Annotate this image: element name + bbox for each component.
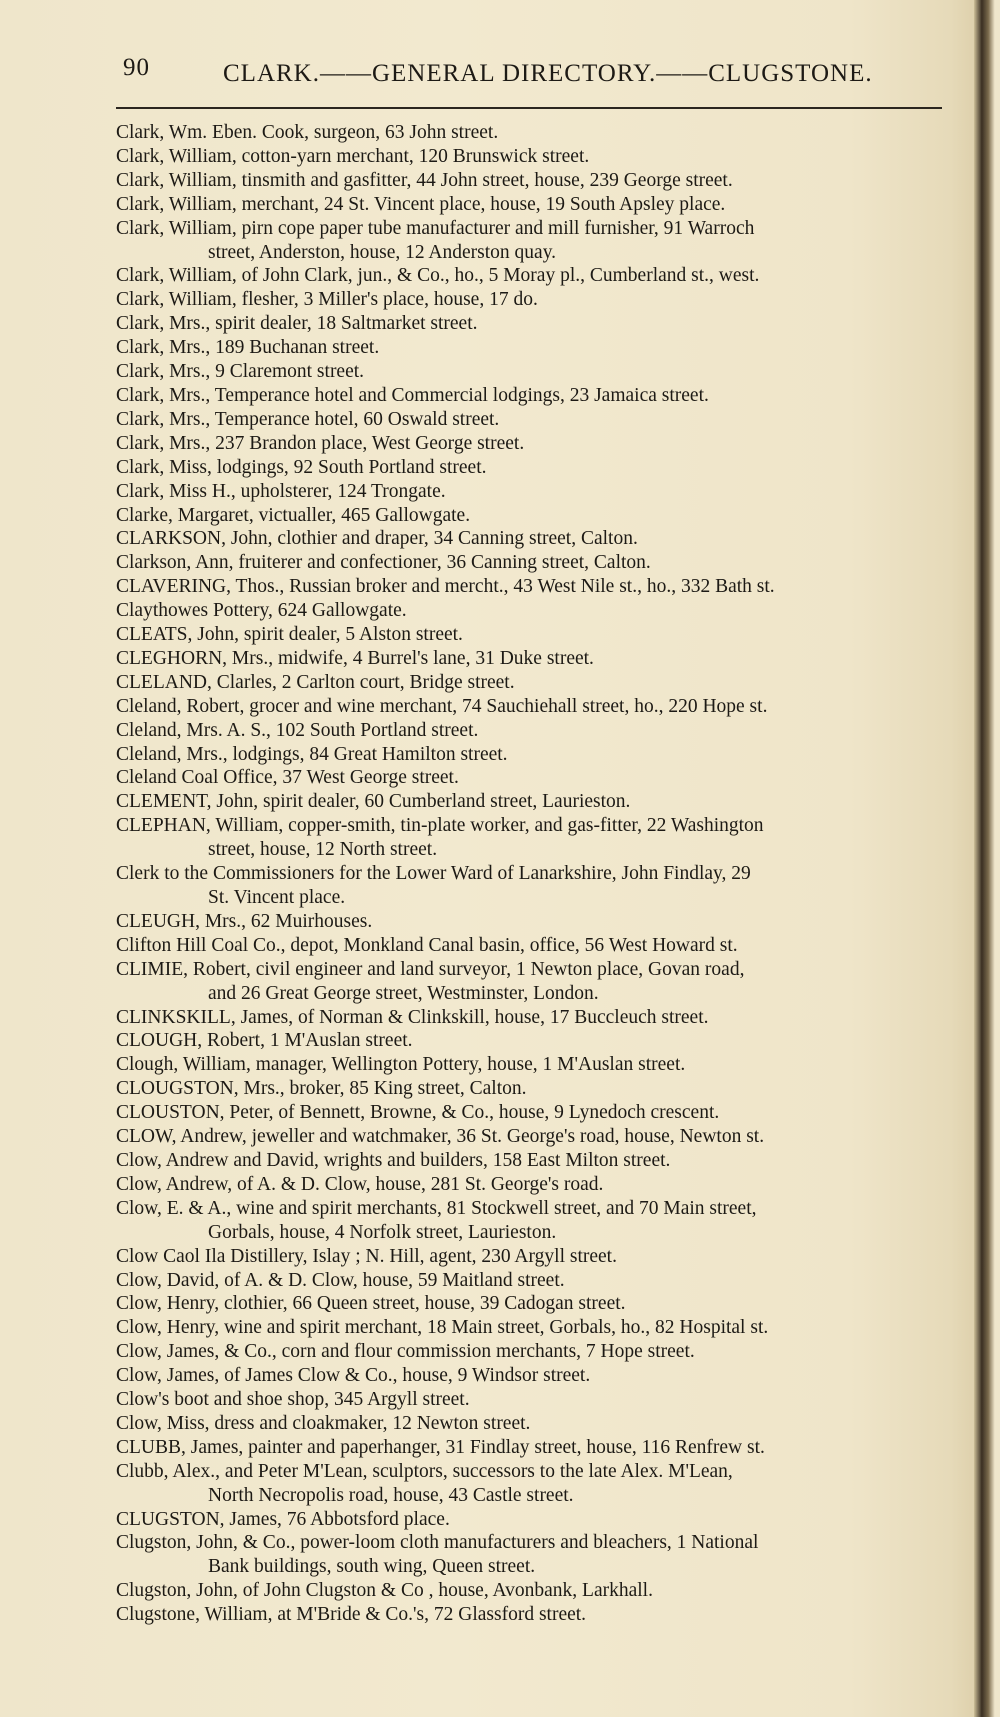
entry-line: Clugston, John, of John Clugston & Co , house, Avonbank, Larkhall. xyxy=(116,1580,653,1602)
directory-entry xyxy=(116,121,956,145)
entry-line: Clow, Andrew, of A. & D. Clow, house, 281 St. George's road. xyxy=(116,1173,604,1195)
entry-line: Clark, Mrs., Temperance hotel, 60 Oswald street. xyxy=(116,408,500,430)
entry-line: Clark, William, of John Clark, jun., & Co., ho., 5 Moray pl., Cumberland st., west. xyxy=(116,265,760,287)
directory-entry xyxy=(116,1197,956,1245)
directory-entry xyxy=(116,671,956,695)
directory-entry xyxy=(116,1412,956,1436)
directory-entry xyxy=(116,527,956,551)
entry-continuation-line: Gorbals, house, 4 Norfolk street, Laurieston. xyxy=(208,1221,557,1243)
entry-line: CLOW, Andrew, jeweller and watchmaker, 36 St. George's road, house, Newton st. xyxy=(116,1126,765,1148)
entry-line: Clark, Miss, lodgings, 92 South Portland street. xyxy=(116,456,487,478)
directory-entry xyxy=(116,169,956,193)
directory-entry xyxy=(116,1340,956,1364)
entry-line: Cleland, Robert, grocer and wine merchant, 74 Sauchiehall street, ho., 220 Hope st. xyxy=(116,695,768,717)
entry-line: Clow's boot and shoe shop, 345 Argyll street. xyxy=(116,1389,470,1411)
entry-line: Cleland, Mrs. A. S., 102 South Portland street. xyxy=(116,719,479,741)
entry-line: Clugstone, William, at M'Bride & Co.'s, 72 Glassford street. xyxy=(116,1604,587,1626)
directory-entry xyxy=(116,1364,956,1388)
directory-entry xyxy=(116,934,956,958)
directory-entry xyxy=(116,766,956,790)
entry-continuation-line: St. Vincent place. xyxy=(208,887,346,908)
directory-entry xyxy=(116,145,956,169)
directory-entry xyxy=(116,1508,956,1532)
entry-line: CLAVERING, Thos., Russian broker and mercht., 43 West Nile st., ho., 332 Bath st. xyxy=(116,576,775,598)
directory-entry xyxy=(116,1149,956,1173)
directory-entries xyxy=(116,121,956,1627)
entry-line: Claythowes Pottery, 624 Gallowgate. xyxy=(116,600,407,622)
entry-line: Clow, Henry, clothier, 66 Queen street, house, 39 Cadogan street. xyxy=(116,1293,626,1315)
entry-continuation-line: North Necropolis road, house, 43 Castle street. xyxy=(208,1484,574,1506)
entry-line: CLEMENT, John, spirit dealer, 60 Cumberland street, Laurieston. xyxy=(116,791,631,813)
directory-entry xyxy=(116,384,956,408)
entry-line: Clow, Henry, wine and spirit merchant, 18 Main street, Gorbals, ho., 82 Hospital st. xyxy=(116,1317,769,1339)
entry-line: Clark, William, merchant, 24 St. Vincent place, house, 19 South Apsley place. xyxy=(116,193,726,215)
entry-line: Clerk to the Commissioners for the Lower Ward of Lanarkshire, John Findlay, 29 xyxy=(116,863,751,885)
entry-line: Clark, Mrs., 237 Brandon place, West George street. xyxy=(116,432,525,454)
directory-entry xyxy=(116,551,956,575)
entry-line: Clarkson, Ann, fruiterer and confectioner, 36 Canning street, Calton. xyxy=(116,552,651,574)
entry-continuation-line: street, house, 12 North street. xyxy=(208,839,438,861)
entry-line: CLEATS, John, spirit dealer, 5 Alston street. xyxy=(116,624,463,646)
directory-entry xyxy=(116,264,956,288)
directory-entry xyxy=(116,193,956,217)
entry-line: Clifton Hill Coal Co., depot, Monkland Canal basin, office, 56 West Howard st. xyxy=(116,934,738,956)
entry-line: Clark, Mrs., Temperance hotel and Commercial lodgings, 23 Jamaica street. xyxy=(116,384,709,406)
directory-entry xyxy=(116,1269,956,1293)
entry-line: Clow, James, & Co., corn and flour commission merchants, 7 Hope street. xyxy=(116,1341,695,1363)
directory-entry xyxy=(116,360,956,384)
directory-entry xyxy=(116,1388,956,1412)
entry-line: Clow, David, of A. & D. Clow, house, 59 Maitland street. xyxy=(116,1269,565,1291)
entry-line: Cleland, Mrs., lodgings, 84 Great Hamilton street. xyxy=(116,743,508,765)
entry-line: Clow, Andrew and David, wrights and builders, 158 East Milton street. xyxy=(116,1149,671,1171)
entry-line: Clark, William, pirn cope paper tube manufacturer and mill furnisher, 91 Warroch xyxy=(116,217,755,239)
directory-entry xyxy=(116,1173,956,1197)
directory-entry xyxy=(116,288,956,312)
entry-line: Clough, William, manager, Wellington Pottery, house, 1 M'Auslan street. xyxy=(116,1054,686,1076)
directory-entry xyxy=(116,480,956,504)
entry-line: CLOUGSTON, Mrs., broker, 85 King street, Calton. xyxy=(116,1078,527,1100)
entry-line: Clark, William, flesher, 3 Miller's place, house, 17 do. xyxy=(116,289,538,311)
directory-entry xyxy=(116,312,956,336)
entry-line: Clubb, Alex., and Peter M'Lean, sculptors, successors to the late Alex. M'Lean, xyxy=(116,1460,733,1482)
directory-entry xyxy=(116,910,956,934)
entry-line: Clark, Mrs., 189 Buchanan street. xyxy=(116,337,380,359)
directory-entry xyxy=(116,1006,956,1030)
directory-entry xyxy=(116,790,956,814)
entry-line: Clow, E. & A., wine and spirit merchants, 81 Stockwell street, and 70 Main street, xyxy=(116,1197,757,1219)
entry-line: Cleland Coal Office, 37 West George street. xyxy=(116,767,459,789)
entry-line: Clark, Wm. Eben. Cook, surgeon, 63 John street. xyxy=(116,122,499,143)
entry-continuation-line: street, Anderston, house, 12 Anderston quay. xyxy=(208,241,557,263)
directory-entry xyxy=(116,862,956,910)
directory-entry xyxy=(116,1245,956,1269)
directory-entry xyxy=(116,1460,956,1508)
directory-entry xyxy=(116,1436,956,1460)
entry-line: CLEUGH, Mrs., 62 Muirhouses. xyxy=(116,910,373,932)
directory-entry xyxy=(116,1531,956,1579)
directory-entry xyxy=(116,1101,956,1125)
page-number: 90 xyxy=(123,54,150,81)
entry-line: CLOUSTON, Peter, of Bennett, Browne, & Co., house, 9 Lynedoch crescent. xyxy=(116,1102,720,1124)
directory-entry xyxy=(116,1579,956,1603)
directory-entry xyxy=(116,1316,956,1340)
directory-entry xyxy=(116,1053,956,1077)
entry-continuation-line: Bank buildings, south wing, Queen street. xyxy=(208,1556,536,1578)
entry-line: CLUBB, James, painter and paperhanger, 31 Findlay street, house, 116 Renfrew st. xyxy=(116,1436,765,1458)
entry-line: Clark, Mrs., spirit dealer, 18 Saltmarket street. xyxy=(116,313,478,335)
directory-entry xyxy=(116,1603,956,1627)
entry-line: CLOUGH, Robert, 1 M'Auslan street. xyxy=(116,1030,413,1052)
directory-entry xyxy=(116,575,956,599)
directory-entry xyxy=(116,695,956,719)
entry-line: Clow, James, of James Clow & Co., house, 9 Windsor street. xyxy=(116,1365,591,1387)
entry-line: Clark, William, cotton-yarn merchant, 120 Brunswick street. xyxy=(116,145,590,167)
entry-line: CLUGSTON, James, 76 Abbotsford place. xyxy=(116,1508,450,1530)
directory-entry xyxy=(116,623,956,647)
entry-line: Clow Caol Ila Distillery, Islay ; N. Hill, agent, 230 Argyll street. xyxy=(116,1245,617,1267)
running-head: CLARK.——GENERAL DIRECTORY.——CLUGSTONE. xyxy=(223,60,873,87)
directory-entry xyxy=(116,958,956,1006)
directory-entry xyxy=(116,504,956,528)
directory-entry xyxy=(116,408,956,432)
entry-continuation-line: and 26 Great George street, Westminster, London. xyxy=(208,982,599,1004)
directory-entry xyxy=(116,1077,956,1101)
directory-entry xyxy=(116,217,956,265)
directory-entry xyxy=(116,1029,956,1053)
directory-entry xyxy=(116,599,956,623)
header-rule xyxy=(116,107,942,109)
directory-entry xyxy=(116,456,956,480)
entry-line: Clarke, Margaret, victualler, 465 Gallowgate. xyxy=(116,504,471,526)
directory-entry xyxy=(116,1292,956,1316)
directory-entry xyxy=(116,336,956,360)
entry-line: CLEPHAN, William, copper-smith, tin-plate worker, and gas-fitter, 22 Washington xyxy=(116,815,764,837)
directory-entry xyxy=(116,647,956,671)
entry-line: Clugston, John, & Co., power-loom cloth manufacturers and bleachers, 1 National xyxy=(116,1532,759,1554)
entry-line: CLARKSON, John, clothier and draper, 34 Canning street, Calton. xyxy=(116,528,638,550)
directory-entry xyxy=(116,719,956,743)
entry-line: Clark, Mrs., 9 Claremont street. xyxy=(116,361,365,383)
entry-line: Clark, Miss H., upholsterer, 124 Trongate. xyxy=(116,480,446,502)
entry-line: CLEGHORN, Mrs., midwife, 4 Burrel's lane, 31 Duke street. xyxy=(116,647,594,669)
directory-entry xyxy=(116,743,956,767)
entry-line: CLELAND, Clarles, 2 Carlton court, Bridge street. xyxy=(116,671,515,693)
entry-line: CLINKSKILL, James, of Norman & Clinkskill, house, 17 Buccleuch street. xyxy=(116,1006,709,1028)
entry-line: Clow, Miss, dress and cloakmaker, 12 Newton street. xyxy=(116,1412,531,1434)
directory-entry xyxy=(116,432,956,456)
page-edge-marks xyxy=(988,0,998,1717)
entry-line: Clark, William, tinsmith and gasfitter, 44 John street, house, 239 George street. xyxy=(116,169,733,191)
directory-entry xyxy=(116,1125,956,1149)
entry-line: CLIMIE, Robert, civil engineer and land surveyor, 1 Newton place, Govan road, xyxy=(116,958,745,980)
directory-entry xyxy=(116,814,956,862)
